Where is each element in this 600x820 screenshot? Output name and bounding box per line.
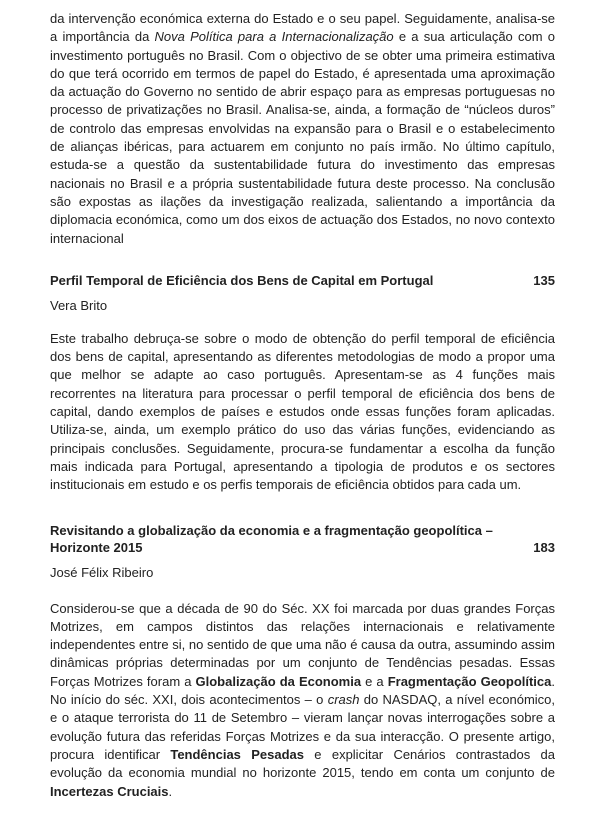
article-page-number: 135 [533, 272, 555, 288]
article-title [50, 522, 555, 556]
article-abstract: Considerou-se que a década de 90 do Séc. XX foi marcada por duas grandes Forças Motrizes, em campos distintos das relações internacionais e relativamente independentes entre si, no sentido de que uma não é causa da outra, assumindo assim dinâmicas próprias determinadas por um conjunto de Tendências pesadas. Essas Forças Motrizes foram a Globalização da Economia e a Fragmentação Geopolítica. No início do séc. XXI, dois acontecimentos – o crash do NASDAQ, a nível económico, e o ataque terrorista do 11 de Setembro – vieram lançar novas interrogações sobre a evolução futura das referidas Forças Motrizes e da sua interacção. O presente artigo, procura identificar Tendências Pesadas e explicitar Cenários contrastados da evolução da economia mundial no horizonte 2015, tendo em conta um conjunto de Incertezas Cruciais. [50, 600, 556, 799]
article-page-number: 183 [533, 539, 555, 555]
article-title-text: Perfil Temporal de Eficiência dos Bens de Capital em Portugal [50, 272, 434, 288]
article-entry [50, 522, 555, 801]
article-abstract: Este trabalho debruça-se sobre o modo de obtenção do perfil temporal de eficiência dos bens de capital, apresentando as diferentes metodologias de modo a propor uma que melhor se adapte ao caso português. Apresentam-se as 4 funções mais recorrentes na literatura para processar o perfil temporal de eficiência dos bens de capital, dando exemplos de países e estudos onde essas funções foram aplicadas. Utiliza-se, ainda, um exemplo prático do uso das várias funções, evidenciando as principais conclusões. Seguidamente, procura-se fundamentar a escolha da função mais indicada para Portugal, apresentando a tipologia de produtos e os sectores institucionais em estudo e os perfis temporais de eficiência obtidos para cada um. [50, 330, 555, 493]
article-entry [50, 272, 555, 495]
article-title-text: Revisitando a globalização da economia e a fragmentação geopolítica – Horizonte 2015 [50, 522, 493, 555]
article-author: José Félix Ribeiro [50, 564, 154, 580]
article-title [50, 272, 555, 289]
article-author: Vera Brito [50, 297, 108, 313]
intro-paragraph: da intervenção económica externa do Estado e o seu papel. Seguidamente, analisa-se a importância da Nova Política para a Internacionalização e a sua articulação com o investimento português no Brasil. Com o objectivo de se obter uma primeira estimativa do que terá ocorrido em termos de papel do Estado, é apresentada uma aproximação da actuação do Governo no sentido de abrir espaço para as empresas portuguesas no processo de privatizações no Brasil. Analisa-se, ainda, a formação de “núcleos duros” de controlo das empresas envolvidas na expansão para o Brasil e o estabelecimento de alianças ibéricas, para actuarem em conjunto no país irmão. No último capítulo, estuda-se a questão da sustentabilidade futura do investimento das empresas nacionais no Brasil e a própria sustentabilidade futura deste processo. Na conclusão são expostas as ilações da investigação realizada, salientando a importância da diplomacia económica, como um dos eixos de actuação dos Estados, no novo contexto internacional [50, 11, 555, 246]
document-page [50, 10, 555, 801]
